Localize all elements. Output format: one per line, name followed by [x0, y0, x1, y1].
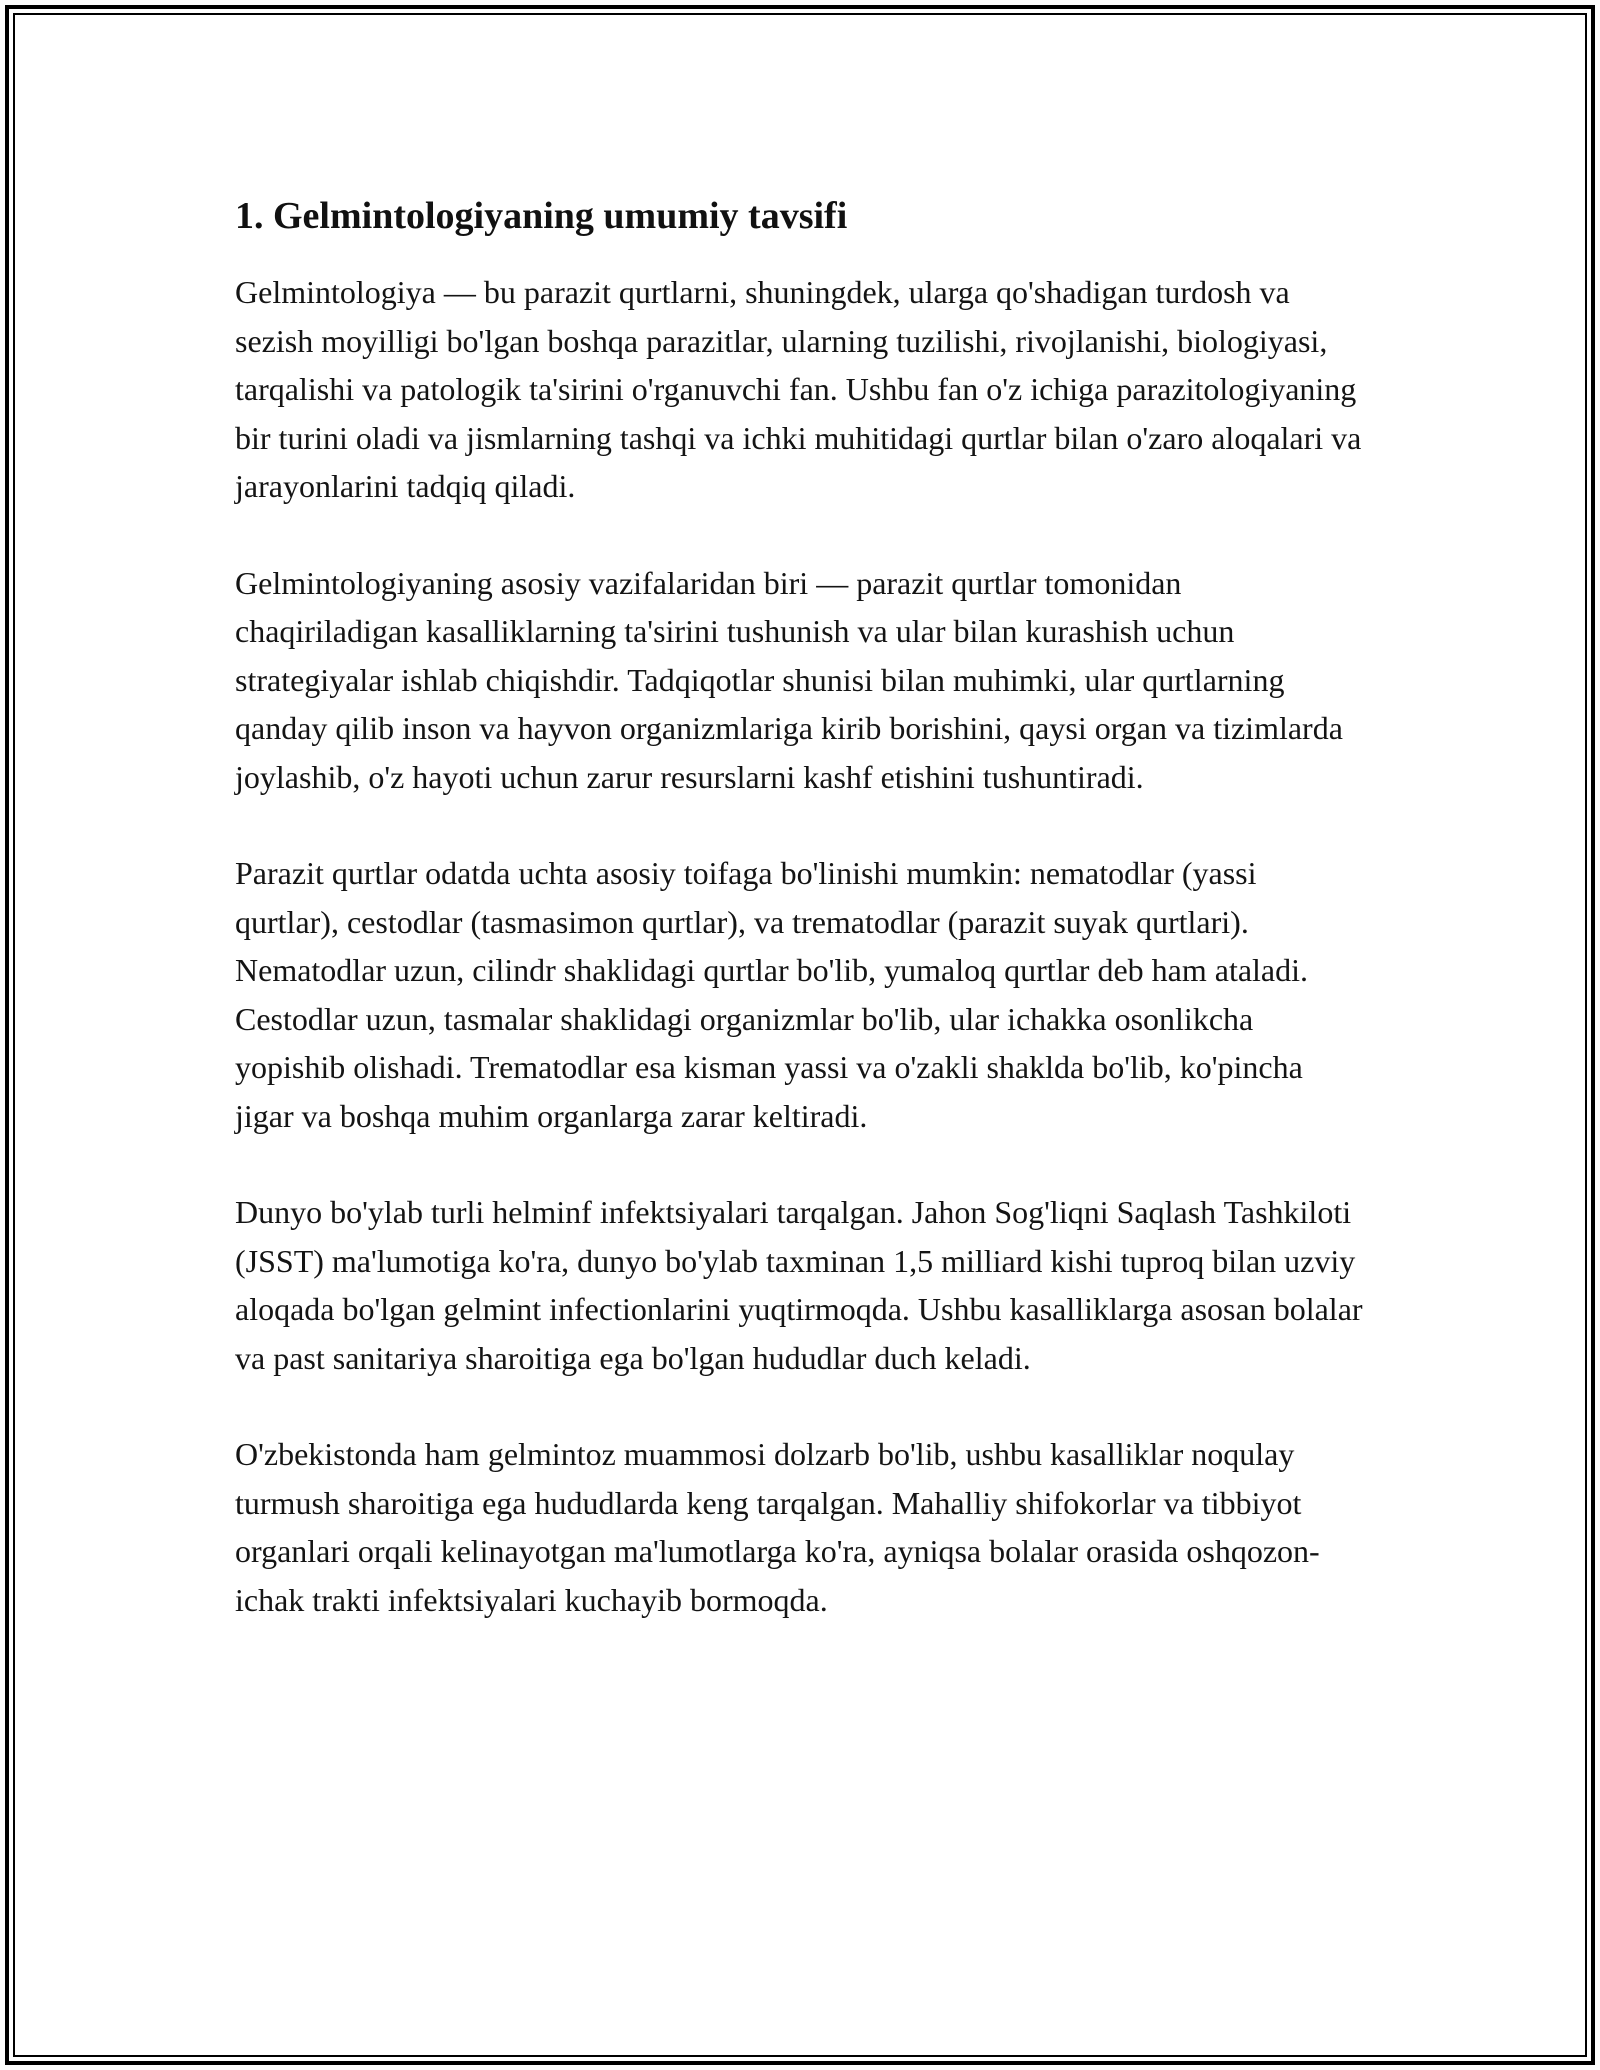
document-body	[235, 190, 1365, 1672]
paragraph-uzbekistan: O'zbekistonda ham gelmintoz muammosi dolzarb bo'lib, ushbu kasalliklar noqulay turmush sharoitiga ega hududlarda keng tarqalgan. Mahalliy shifokorlar va tibbiyot organlari orqali kelinayotgan ma'lumotlarga ko'ra, ayniqsa bolalar orasida oshqozon-ichak trakti infektsiyalari kuchayib bormoqda.	[235, 1436, 1320, 1618]
section-heading: 1. Gelmintologiyaning umumiy tavsifi	[235, 195, 848, 237]
paragraph-world-prevalence: Dunyo bo'ylab turli helminf infektsiyalari tarqalgan. Jahon Sog'liqni Saqlash Tashkiloti (JSST) ma'lumotiga ko'ra, dunyo bo'ylab taxminan 1,5 milliard kishi tuproq bilan uzviy aloqada bo'lgan gelmint infectionlarini yuqtirmoqda. Ushbu kasalliklarga asosan bolalar va past sanitariya sharoitiga ega bo'lgan hududlar duch keladi.	[235, 1194, 1363, 1376]
paragraph-definition: Gelmintologiya — bu parazit qurtlarni, shuningdek, ularga qo'shadigan turdosh va sezish moyilligi bo'lgan boshqa parazitlar, ularning tuzilishi, rivojlanishi, biologiyasi, tarqalishi va patologik ta'sirini o'rganuvchi fan. Ushbu fan o'z ichiga parazitologiyaning bir turini oladi va jismlarning tashqi va ichki muhitidagi qurtlar bilan o'zaro aloqalari va jarayonlarini tadqiq qiladi.	[235, 274, 1362, 504]
paragraph-main-tasks: Gelmintologiyaning asosiy vazifalaridan biri — parazit qurtlar tomonidan chaqiriladigan kasalliklarning ta'sirini tushunish va ular bilan kurashish uchun strategiyalar ishlab chiqishdir. Tadqiqotlar shunisi bilan muhimki, ular qurtlarning qanday qilib inson va hayvon organizmlariga kirib borishini, qaysi organ va tizimlarda joylashib, o'z hayoti uchun zarur resurslarni kashf etishini tushuntiradi.	[235, 564, 1343, 795]
paragraph-worm-categories: Parazit qurtlar odatda uchta asosiy toifaga bo'linishi mumkin: nematodlar (yassi qurtlar), cestodlar (tasmasimon qurtlar), va trematodlar (parazit suyak qurtlari). Nematodlar uzun, cilindr shaklidagi qurtlar bo'lib, yumaloq qurtlar deb ham ataladi. Cestodlar uzun, tasmalar shaklidagi organizmlar bo'lib, ular ichakka osonlikcha yopishib olishadi. Trematodlar esa kisman yassi va o'zakli shaklda bo'lib, ko'pincha jigar va boshqa muhim organlarga zarar keltiradi.	[235, 855, 1309, 1134]
